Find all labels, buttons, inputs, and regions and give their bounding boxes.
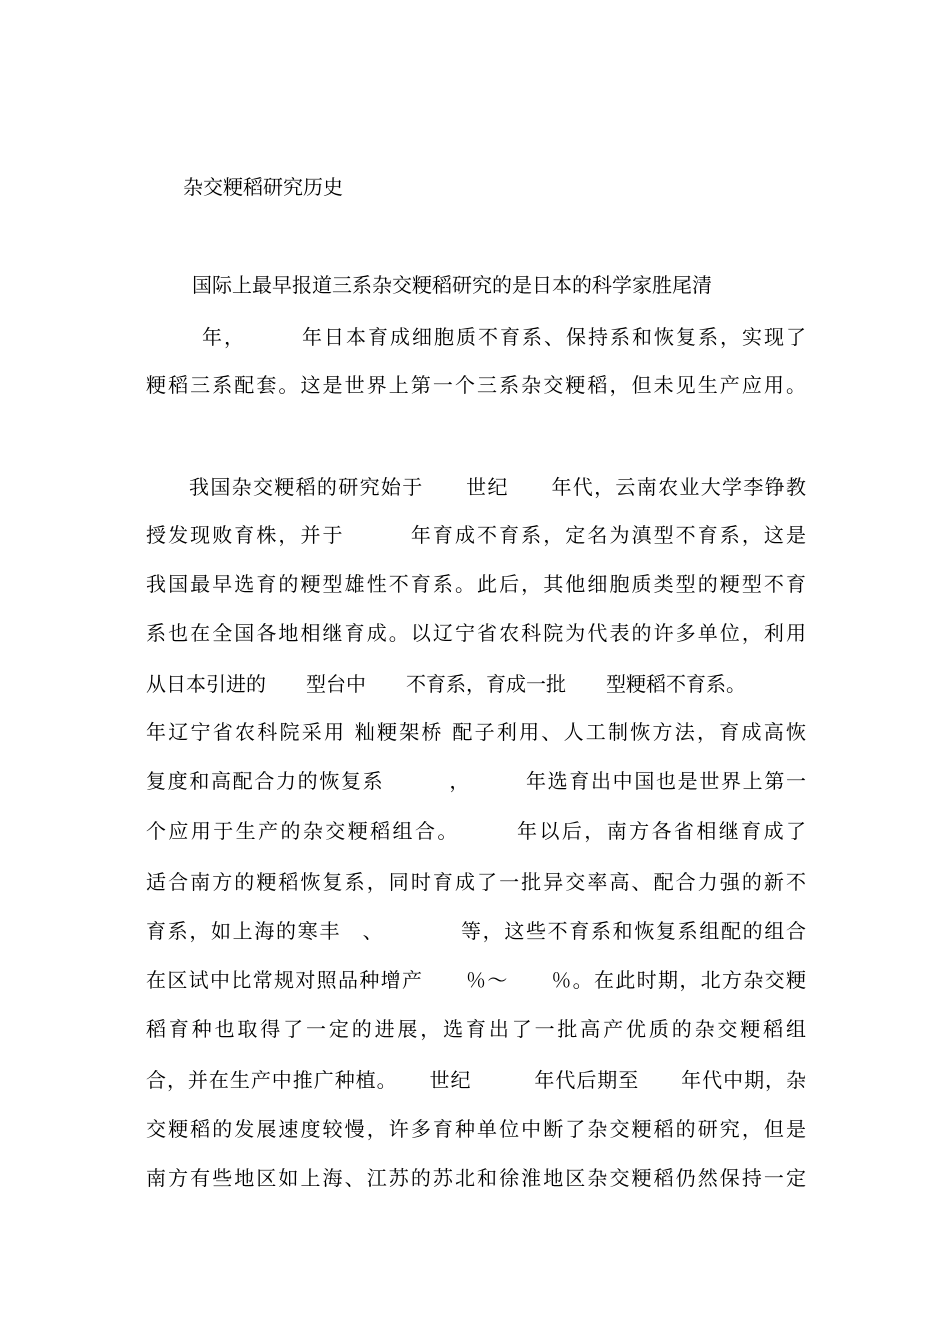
- paragraph-2-line-5: 从日本引进的 型台中 不育系，育成一批 型粳稻不育系。: [146, 672, 746, 696]
- paragraph-2-line-10: 育系，如上海的寒丰 、 等，这些不育系和恢复系组配的组合: [146, 919, 806, 943]
- paragraph-2-line-4: 系也在全国各地相继育成。以辽宁省农科院为代表的许多单位，利用: [146, 621, 806, 645]
- paragraph-2-line-7: 复度和高配合力的恢复系 ， 年选育出中国也是世界上第一: [146, 769, 806, 793]
- paragraph-2-line-11: 在区试中比常规对照品种增产 ％～ ％。在此时期，北方杂交粳: [146, 968, 806, 992]
- paragraph-2-line-14: 交粳稻的发展速度较慢，许多育种单位中断了杂交粳稻的研究，但是: [146, 1117, 806, 1141]
- paragraph-2-line-8: 个应用于生产的杂交粳稻组合。 年以后，南方各省相继育成了: [146, 819, 806, 843]
- paragraph-2-line-15: 南方有些地区如上海、江苏的苏北和徐淮地区杂交粳稻仍然保持一定: [146, 1166, 806, 1190]
- paragraph-2-line-9: 适合南方的粳稻恢复系，同时育成了一批异交率高、配合力强的新不: [146, 870, 806, 894]
- paragraph-1-line-2: 年， 年日本育成细胞质不育系、保持系和恢复系，实现了: [202, 325, 806, 349]
- paragraph-2-line-13: 合，并在生产中推广种植。 世纪 年代后期至 年代中期，杂: [146, 1068, 806, 1092]
- paragraph-1-line-1: 国际上最早报道三系杂交粳稻研究的是日本的科学家胜尾清: [192, 273, 712, 297]
- paragraph-2-line-6: 年辽宁省农科院采用 籼粳架桥 配子利用、人工制恢方法，育成高恢: [146, 720, 806, 744]
- paragraph-2-line-1: 我国杂交粳稻的研究始于 世纪 年代，云南农业大学李铮教: [189, 475, 806, 499]
- paragraph-1-line-3: 粳稻三系配套。这是世界上第一个三系杂交粳稻，但未见生产应用。: [146, 373, 806, 397]
- paragraph-2-line-12: 稻育种也取得了一定的进展，选育出了一批高产优质的杂交粳稻组: [146, 1017, 806, 1041]
- paragraph-2-line-3: 我国最早选育的粳型雄性不育系。此后，其他细胞质类型的粳型不育: [146, 572, 806, 596]
- paragraph-2-line-2: 授发现败育株，并于 年育成不育系，定名为滇型不育系，这是: [146, 523, 806, 547]
- document-title: 杂交粳稻研究历史: [183, 175, 343, 199]
